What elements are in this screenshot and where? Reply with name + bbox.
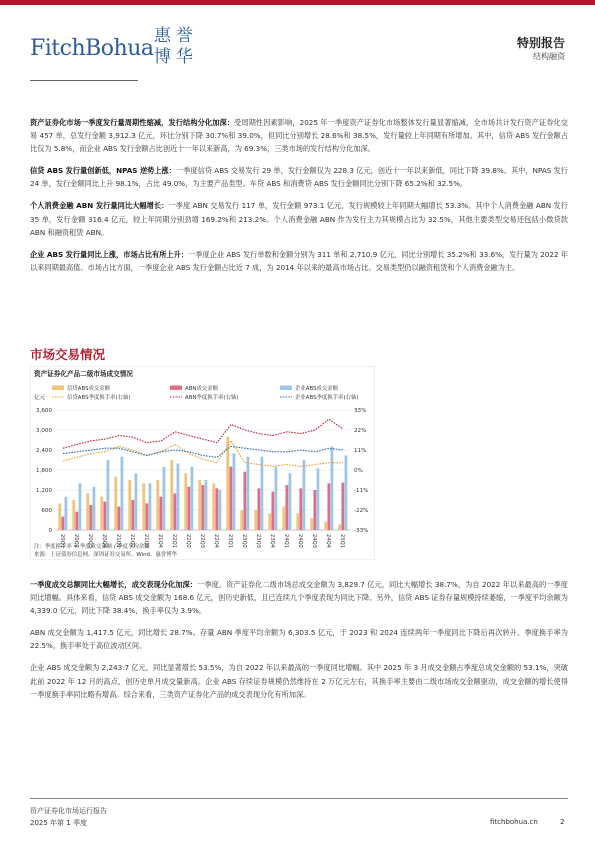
bar	[303, 460, 306, 530]
logo-wordmark: FitchBohua	[30, 36, 154, 61]
bar	[61, 517, 64, 530]
bar	[271, 492, 274, 530]
summary-paragraph: 信贷 ABS 发行量创新低，NPAS 逆势上涨：一季度信贷 ABS 交易发行 29 单，发行金额仅为 228.3 亿元，创近十一年以来新低，同比下降 39.8%。其中，NPAS 发行 24 单，发行金额同比上升 98.1%，占比 49.0%，为主要产品类型。车贷 ABS 和消费贷 ABS 发行金额同比分别下降 65.2%和 32.5%。	[30, 166, 568, 189]
bar	[205, 480, 208, 530]
analysis-paragraph: 企业 ABS 成交金额为 2,243.7 亿元，同比显著增长 53.5%，为自 2022 年以来最高的一季度同比增幅。其中 2025 年 3 月成交金额占季度总成交金额的 53.1%，突破此前 2022 年 12 月的高点，创历史单月成交量新高。企业 ABS 存续证券规模仍然维持在 2 万亿元左右，其换手率主要由二级市场成交金额驱动，成交金额的增长使得一季度换手率同比略有增高。综合来看，三类资产证券化产品的成交表现分化有所加深。	[30, 663, 568, 699]
y-tick-label-right: 33%	[354, 408, 367, 414]
x-tick-label: 21Q2	[129, 534, 136, 548]
top-brand-rule	[0, 0, 595, 5]
analysis-paragraph: 一季度成交总额同比大幅增长，成交表现分化加深：一季度，资产证券化二级市场总成交金额为 3,829.7 亿元，同比大幅增长 38.7%，为自 2022 年以来最高的一季度同比增幅。具体来看，信贷 ABS 成交金额为 168.6 亿元，创历史新低，且已连续九个季度表现为同比下降。另外，信贷 ABS 证券存量规模持续萎缩，一季度平均余额为 4,339.0 亿元，同比下降 38.4%，换手率仅为 3.9%。	[30, 580, 568, 616]
bar	[198, 480, 201, 530]
bar	[135, 473, 138, 530]
y-tick-label-left: 3,000	[35, 428, 52, 434]
x-tick-label: 23Q2	[241, 534, 248, 548]
bar	[331, 447, 334, 530]
bar	[338, 524, 341, 530]
bar	[89, 505, 92, 530]
summary-paragraph: 个人消费金融 ABN 发行量同比大幅增长：一季度 ABN 交易发行 117 单，发行金额 973.1 亿元，发行规模较上年同期大幅增长 53.3%。其中个人消费金融 ABN 发行 35 单，发行金额 316.4 亿元，较上年同期分别劲增 169.2%和 213.2%。个人消费金融 ABN 作为发行主力其规模占比为 32.5%，其他主要类型交易还包括小微贷款 ABN 和融资租赁 ABN。	[30, 201, 568, 237]
y-tick-label-right: -22%	[354, 508, 369, 514]
bar	[128, 480, 131, 530]
bar	[327, 483, 330, 530]
chart-source: 来源：上证债券信息网、深圳证券交易所、Wind、惠誉博华	[34, 552, 177, 558]
x-tick-label: 24Q3	[311, 534, 318, 548]
bar	[107, 460, 110, 530]
bar	[233, 453, 236, 530]
bar	[289, 473, 292, 530]
bar	[229, 467, 232, 530]
footer-report-name: 资产证券化市场运行报告	[30, 807, 107, 815]
seal-char-3: 博	[154, 47, 171, 66]
bar	[275, 467, 278, 530]
bar	[159, 497, 162, 530]
y-tick-label-left: 1,800	[35, 468, 52, 474]
bar	[142, 483, 145, 530]
analysis-paragraph: ABN 成交金额为 1,417.5 亿元，同比增长 28.7%。存量 ABN 季度平均余额为 6,303.5 亿元，于 2023 和 2024 连续两年一季度同比下降后再次转升。季度换手率为 22.5%，换手率处于高位波动区间。	[30, 628, 568, 651]
footer-period: 2025 年第 1 季度	[30, 819, 87, 827]
x-tick-label: 20Q2	[73, 534, 80, 548]
legend-label: ABN季度换手率(右轴)	[185, 395, 239, 401]
legend-swatch	[280, 386, 292, 391]
bar	[240, 510, 243, 530]
y-tick-label-left: 600	[41, 508, 52, 514]
bar	[103, 502, 106, 530]
chart-title: 资产证券化产品二级市场成交情况	[34, 370, 133, 378]
bar	[254, 510, 257, 530]
bar	[117, 507, 120, 530]
legend-label: 信贷ABS成交金额	[67, 386, 111, 392]
bar	[187, 487, 190, 530]
bar	[100, 497, 103, 530]
market-analysis-section	[30, 578, 568, 710]
section-title: 市场交易情况	[30, 347, 106, 362]
bar	[93, 487, 96, 530]
x-tick-label: 21Q4	[157, 534, 164, 548]
logo-underline	[30, 80, 138, 81]
y-tick-label-right: -11%	[354, 488, 369, 494]
bar	[58, 503, 61, 530]
bar	[163, 467, 166, 530]
x-tick-label: 21Q3	[143, 534, 150, 548]
bar	[243, 472, 246, 530]
summary-paragraph: 资产证券化市场一季度发行量周期性缩减，发行结构分化加深：受周期性因素影响，2025 年一季度资产证券化市场整体发行量显著缩减，全市场共计发行资产证券化交易 457 单，总发行金额 3,912.3 亿元，环比分别下降 30.7%和 39.0%，但同比分别增长 28.6%和 38.5%，发行量较上年同期有所增加。其中，信贷 ABS 发行金额占比仅为 5.8%，而企业 ABS 发行金额占比创近十一年以来新高，为 69.3%，三类市场的发行结构分化加深。	[30, 118, 568, 154]
x-tick-label: 25Q1	[339, 534, 346, 548]
bar	[261, 457, 264, 530]
legend-label: ABN成交金额	[185, 386, 218, 392]
bar	[341, 483, 344, 530]
bar	[268, 513, 271, 530]
x-tick-label: 20Q3	[87, 534, 94, 548]
legend-label: 企业ABS成交金额	[295, 386, 339, 392]
logo-seal-icon	[152, 22, 198, 66]
seal-char-4: 华	[176, 47, 193, 66]
bar	[201, 485, 204, 530]
legend-label: 信贷ABS季度换手率(右轴)	[67, 395, 131, 401]
x-tick-label: 23Q1	[227, 534, 234, 548]
bar	[156, 480, 159, 530]
report-subtype: 结构融资	[533, 52, 565, 61]
bar	[177, 463, 180, 530]
summary-section	[30, 116, 568, 283]
bar	[173, 493, 176, 530]
seal-char-1: 惠	[154, 26, 171, 46]
secondary-market-chart	[30, 366, 375, 560]
x-tick-label: 22Q4	[213, 534, 220, 548]
y-tick-label-left: 0	[48, 528, 52, 534]
bar	[247, 457, 250, 530]
summary-paragraph: 企业 ABS 发行量同比上涨，市场占比有所上升：一季度企业 ABS 发行单数和金额分别为 311 单和 2,710.9 亿元，同比分别增长 35.2%和 33.6%，发行量为 2022 年以来同期最高值。市场占比方面，一季度企业 ABS 发行金额占比近 7 成，为 2014 年以来的最高市场占比。交易类型仍以融资租赁和个人消费金融为主。	[30, 249, 568, 272]
bar	[345, 455, 348, 530]
bar	[121, 457, 124, 530]
bar	[226, 437, 229, 530]
bar	[184, 473, 187, 530]
bar	[285, 485, 288, 530]
bar	[170, 460, 173, 530]
bar	[313, 490, 316, 530]
bar	[65, 497, 68, 530]
bar	[282, 507, 285, 530]
bar	[257, 488, 260, 530]
bar	[86, 493, 89, 530]
y-tick-label-left: 2,400	[35, 448, 52, 454]
fitchbohua-logo	[30, 22, 200, 72]
report-type: 特别报告	[516, 36, 565, 50]
y-tick-label-right: 22%	[354, 428, 367, 434]
x-tick-label: 24Q1	[283, 534, 290, 548]
footer-rule	[30, 798, 568, 799]
x-tick-label: 20Q4	[101, 534, 108, 548]
bar	[72, 500, 75, 530]
bar	[79, 483, 82, 530]
chart-note: 注：季度换手率 = 季度成交金额 / 季度平均余额	[34, 544, 150, 550]
y-tick-label-left: 3,600	[35, 408, 52, 414]
seal-char-2: 誉	[176, 26, 193, 46]
y-tick-label-left: 1,200	[35, 488, 52, 494]
bar	[191, 467, 194, 530]
bar	[215, 488, 218, 530]
x-tick-label: 24Q2	[297, 534, 304, 548]
page-number: 2	[560, 818, 565, 826]
bar	[317, 468, 320, 530]
bar	[310, 518, 313, 530]
x-tick-label: 20Q1	[59, 534, 66, 548]
x-tick-label: 23Q3	[255, 534, 262, 548]
bar	[324, 522, 327, 530]
bar	[299, 488, 302, 530]
x-tick-label: 21Q1	[115, 534, 122, 548]
bar	[131, 500, 134, 530]
chart-svg	[30, 366, 375, 560]
x-tick-label: 22Q2	[185, 534, 192, 548]
bar	[149, 483, 152, 530]
x-tick-label: 23Q4	[269, 534, 276, 548]
footer-website-link[interactable]: fitchbohua.cn	[490, 818, 538, 826]
bar	[219, 490, 222, 530]
x-tick-label: 24Q4	[325, 534, 332, 548]
x-tick-label: 22Q3	[199, 534, 206, 548]
bar	[212, 483, 215, 530]
bar	[145, 503, 148, 530]
bar	[296, 513, 299, 530]
y-tick-label-right: 0%	[354, 468, 363, 474]
bar	[75, 512, 78, 530]
x-tick-label: 22Q1	[171, 534, 178, 548]
legend-swatch	[52, 386, 64, 391]
y-tick-label-right: 11%	[354, 448, 367, 454]
legend-label: 企业ABS季度换手率(右轴)	[295, 395, 359, 401]
y-axis-unit: 亿元	[34, 395, 46, 401]
bar	[114, 477, 117, 530]
legend-swatch	[170, 386, 182, 391]
y-tick-label-right: -33%	[354, 528, 369, 534]
